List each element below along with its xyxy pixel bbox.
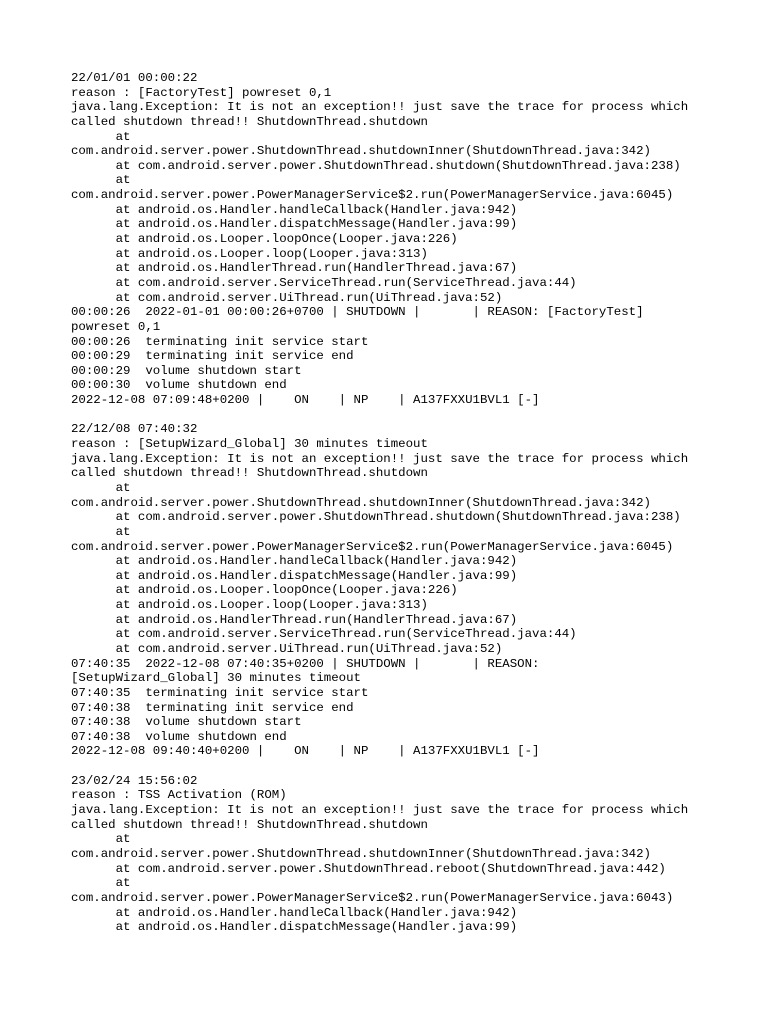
- log-line: 07:40:38 volume shutdown start: [71, 715, 302, 730]
- log-line: at android.os.HandlerThread.run(HandlerThread.java:67): [71, 612, 518, 627]
- log-line: com.android.server.power.PowerManagerService$2.run(PowerManagerService.java:6043): [71, 890, 674, 905]
- log-line: at com.android.server.UiThread.run(UiThread.java:52): [71, 641, 503, 656]
- log-line: 07:40:38 terminating init service end: [71, 700, 354, 715]
- log-line: at android.os.Handler.handleCallback(Handler.java:942): [71, 905, 518, 920]
- log-line: 00:00:26 terminating init service start: [71, 334, 369, 349]
- log-line: at android.os.Handler.handleCallback(Handler.java:942): [71, 202, 518, 217]
- log-line: com.android.server.power.ShutdownThread.shutdownInner(ShutdownThread.java:342): [71, 495, 651, 510]
- log-line: at: [71, 480, 131, 495]
- log-line: at android.os.HandlerThread.run(HandlerThread.java:67): [71, 261, 518, 276]
- log-line: [SetupWizard_Global] 30 minutes timeout: [71, 671, 361, 686]
- log-line: called shutdown thread!! ShutdownThread.shutdown: [71, 466, 428, 481]
- log-line: 22/01/01 00:00:22: [71, 71, 198, 85]
- log-line: [71, 759, 761, 774]
- log-line: at: [71, 129, 131, 144]
- log-line: [71, 408, 761, 423]
- log-line: java.lang.Exception: It is not an exception!! just save the trace for process which: [71, 451, 689, 466]
- log-line: reason : [SetupWizard_Global] 30 minutes timeout: [71, 437, 428, 452]
- log-line: 07:40:38 volume shutdown end: [71, 729, 287, 744]
- log-line: 00:00:30 volume shutdown end: [71, 378, 287, 393]
- log-line: 22/12/08 07:40:32: [71, 422, 198, 437]
- log-line: at com.android.server.power.ShutdownThread.shutdown(ShutdownThread.java:238): [71, 510, 681, 525]
- log-line: called shutdown thread!! ShutdownThread.shutdown: [71, 114, 428, 129]
- log-line: at android.os.Handler.dispatchMessage(Handler.java:99): [71, 920, 518, 935]
- log-line: at com.android.server.ServiceThread.run(ServiceThread.java:44): [71, 627, 577, 642]
- log-line: at android.os.Handler.dispatchMessage(Handler.java:99): [71, 217, 518, 232]
- log-line: 23/02/24 15:56:02: [71, 773, 198, 788]
- log-line: at com.android.server.UiThread.run(UiThread.java:52): [71, 290, 503, 305]
- log-line: at com.android.server.ServiceThread.run(ServiceThread.java:44): [71, 275, 577, 290]
- log-line: at: [71, 832, 131, 847]
- log-line: at: [71, 524, 131, 539]
- log-line: at: [71, 876, 131, 891]
- log-line: powreset 0,1: [71, 319, 161, 334]
- log-line: at com.android.server.power.ShutdownThread.shutdown(ShutdownThread.java:238): [71, 158, 681, 173]
- log-line: 00:00:29 terminating init service end: [71, 349, 354, 364]
- log-line: at android.os.Looper.loop(Looper.java:313): [71, 246, 428, 261]
- log-line: com.android.server.power.PowerManagerService$2.run(PowerManagerService.java:6045): [71, 539, 674, 554]
- log-line: 00:00:29 volume shutdown start: [71, 363, 302, 378]
- log-line: com.android.server.power.PowerManagerService$2.run(PowerManagerService.java:6045): [71, 188, 674, 203]
- log-line: at com.android.server.power.ShutdownThread.reboot(ShutdownThread.java:442): [71, 861, 666, 876]
- log-line: reason : [FactoryTest] powreset 0,1: [71, 85, 332, 100]
- log-line: at android.os.Handler.dispatchMessage(Handler.java:99): [71, 568, 518, 583]
- log-line: 00:00:26 2022-01-01 00:00:26+0700 | SHUTDOWN | | REASON: [FactoryTest]: [71, 305, 644, 320]
- log-line: 2022-12-08 07:09:48+0200 | ON | NP | A137FXXU1BVL1 [-]: [71, 393, 540, 408]
- log-line: at: [71, 173, 131, 188]
- log-line: com.android.server.power.ShutdownThread.shutdownInner(ShutdownThread.java:342): [71, 144, 651, 159]
- log-line: reason : TSS Activation (ROM): [71, 788, 287, 803]
- log-line: at android.os.Looper.loopOnce(Looper.java:226): [71, 232, 458, 247]
- log-line: at android.os.Handler.handleCallback(Handler.java:942): [71, 554, 518, 569]
- log-line: at android.os.Looper.loopOnce(Looper.java:226): [71, 583, 458, 598]
- log-line: 2022-12-08 09:40:40+0200 | ON | NP | A137FXXU1BVL1 [-]: [71, 744, 540, 759]
- log-document: [71, 71, 761, 935]
- log-line: com.android.server.power.ShutdownThread.shutdownInner(ShutdownThread.java:342): [71, 846, 651, 861]
- log-line: java.lang.Exception: It is not an exception!! just save the trace for process which: [71, 803, 689, 818]
- log-line: 07:40:35 terminating init service start: [71, 685, 369, 700]
- log-line: called shutdown thread!! ShutdownThread.shutdown: [71, 817, 428, 832]
- log-line: 07:40:35 2022-12-08 07:40:35+0200 | SHUTDOWN | | REASON:: [71, 656, 540, 671]
- log-line: at android.os.Looper.loop(Looper.java:313): [71, 598, 428, 613]
- log-line: java.lang.Exception: It is not an exception!! just save the trace for process which: [71, 100, 689, 115]
